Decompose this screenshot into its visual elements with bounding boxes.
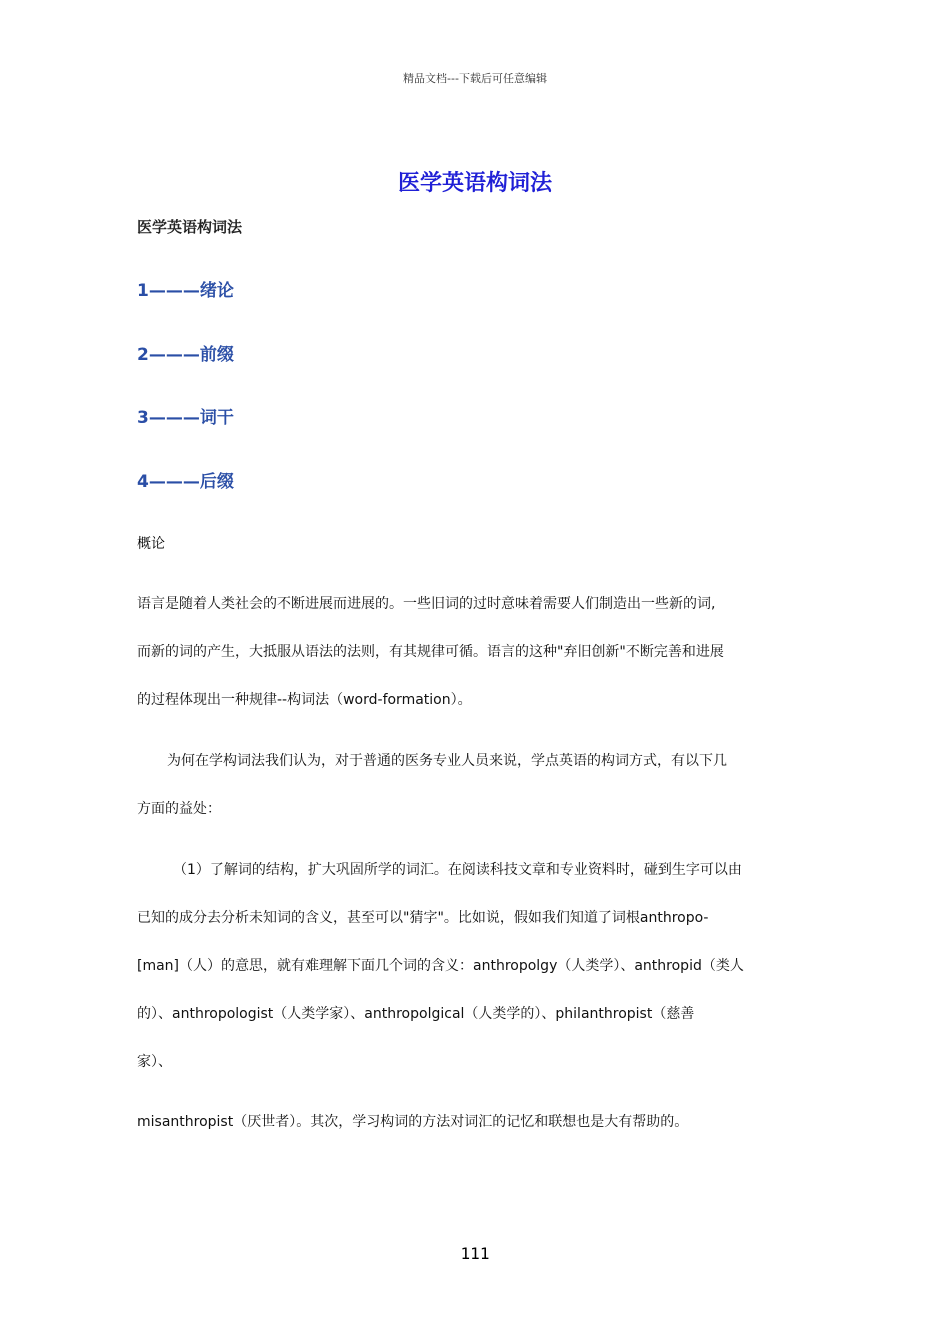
document-subtitle: 医学英语构词法 [137, 218, 243, 236]
paragraph-benefit-1 [137, 846, 817, 1086]
paragraph-line: 的）、anthropologist（人类学家）、anthropolgical（人类学的）、philanthropist（慈善 [137, 1006, 695, 1022]
paragraph-line: 的过程体现出一种规律--构词法（word-formation）。 [137, 692, 472, 708]
toc-item-prefix[interactable]: 2———前缀 [137, 345, 234, 365]
page-number: 111 [460, 1244, 490, 1263]
paragraph-line: 方面的益处： [137, 801, 221, 817]
toc-item-suffix[interactable]: 4———后缀 [137, 472, 234, 492]
paragraph-intro [137, 580, 817, 724]
toc-item-stem[interactable]: 3———词干 [137, 408, 234, 428]
paragraph-line: 为何在学构词法我们认为，对于普通的医务专业人员来说，学点英语的构词方式，有以下几 [167, 753, 727, 769]
paragraph-benefit-2 [137, 1098, 817, 1146]
page-header: 精品文档---下载后可任意编辑 [403, 72, 547, 85]
toc-item-intro[interactable]: 1———绪论 [137, 281, 234, 301]
paragraph-line: 而新的词的产生，大抵服从语法的法则，有其规律可循。语言的这种"弃旧创新"不断完善和进展 [137, 644, 724, 660]
paragraph-line: misanthropist（厌世者）。其次，学习构词的方法对词汇的记忆和联想也是大有帮助的。 [137, 1114, 689, 1130]
section-heading: 概论 [137, 536, 165, 552]
paragraph-line: 语言是随着人类社会的不断进展而进展的。一些旧词的过时意味着需要人们制造出一些新的词, [137, 596, 716, 612]
paragraph-why [137, 737, 817, 833]
paragraph-line: （1）了解词的结构，扩大巩固所学的词汇。在阅读科技文章和专业资料时，碰到生字可以由 [173, 862, 742, 878]
document-title: 医学英语构词法 [397, 171, 552, 196]
paragraph-line: 已知的成分去分析未知词的含义，甚至可以"猜字"。比如说，假如我们知道了词根anthropo- [137, 910, 709, 926]
paragraph-line: [man]（人）的意思，就有难理解下面几个词的含义：anthropolgy（人类学）、anthropid（类人 [137, 958, 744, 974]
paragraph-line: 家）、 [137, 1054, 172, 1070]
